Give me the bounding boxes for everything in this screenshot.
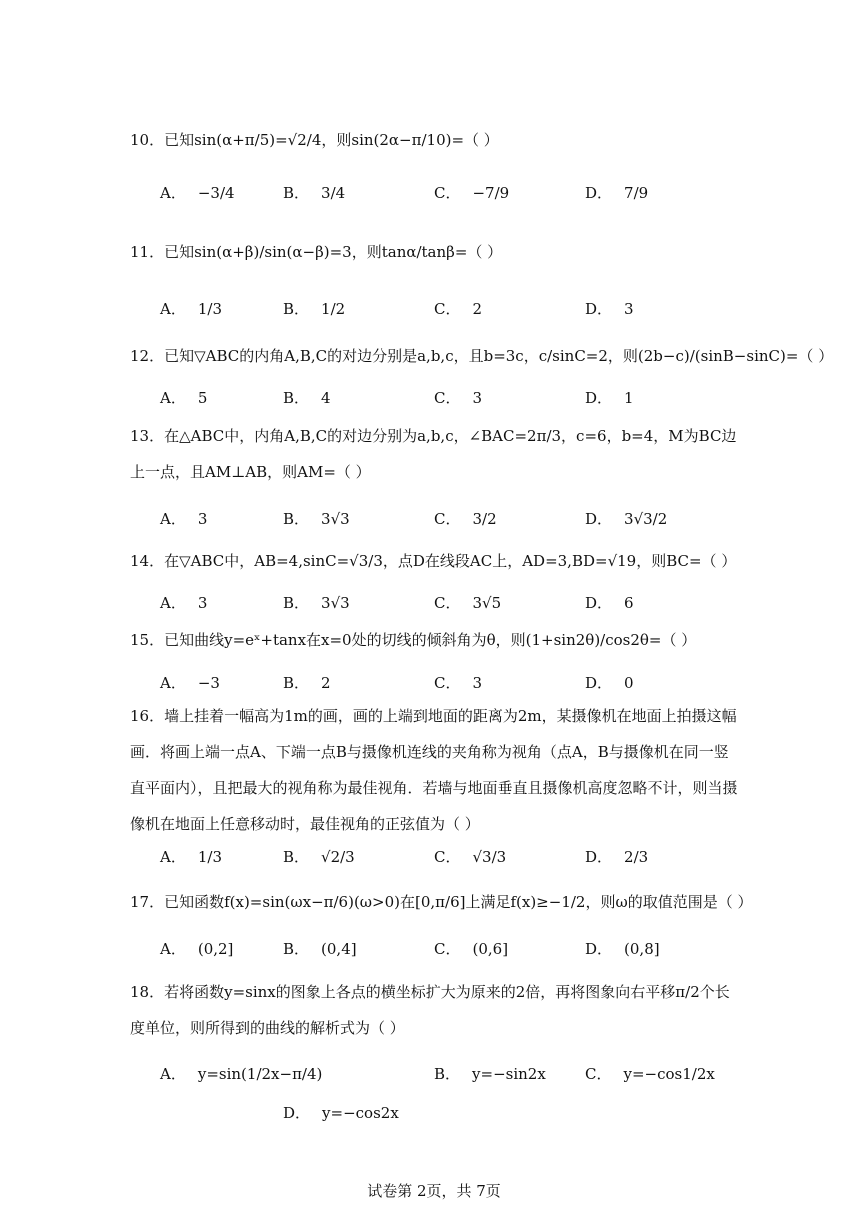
option-c[interactable]	[585, 1063, 715, 1084]
question-13	[130, 418, 740, 490]
option-letter: A．	[160, 848, 186, 866]
option-text: (0,2]	[197, 939, 234, 958]
option-letter: A．	[160, 389, 186, 407]
option-text: 2	[321, 673, 331, 692]
option-c[interactable]	[434, 592, 501, 613]
option-text: 3	[624, 299, 634, 318]
question-stem: 已知▽ABC的内角A,B,C的对边分别是a,b,c，且b=3c，c/sinC=2，则(2b−c)/(sinB−sinC)=（ ）	[164, 347, 834, 365]
option-letter: B．	[283, 510, 310, 528]
question-stem: 在▽ABC中，AB=4,sinC=√3/3，点D在线段AC上，AD=3,BD=√19，则BC=（ ）	[164, 552, 737, 570]
option-letter: A．	[160, 184, 186, 202]
option-text: y=−cos1/2x	[623, 1064, 715, 1083]
option-text: −3/4	[197, 183, 235, 202]
option-b[interactable]	[283, 938, 357, 959]
option-d[interactable]	[585, 387, 634, 408]
option-letter: A．	[160, 300, 186, 318]
option-letter: B．	[434, 1065, 461, 1083]
option-b[interactable]	[434, 1063, 546, 1084]
option-d[interactable]	[585, 182, 648, 203]
option-letter: B．	[283, 848, 310, 866]
option-text: 1/3	[197, 299, 222, 318]
option-letter: C．	[434, 510, 461, 528]
option-letter: B．	[283, 594, 310, 612]
option-letter: C．	[434, 300, 461, 318]
question-number: 13．	[130, 427, 165, 445]
option-c[interactable]	[434, 508, 497, 529]
option-letter: D．	[585, 848, 613, 866]
option-text: 3√3	[321, 509, 350, 528]
option-text: 0	[624, 673, 634, 692]
option-d[interactable]	[585, 846, 648, 867]
option-a[interactable]	[160, 1063, 322, 1084]
option-letter: B．	[283, 300, 310, 318]
option-b[interactable]	[283, 508, 350, 529]
option-c[interactable]	[434, 182, 509, 203]
option-a[interactable]	[160, 938, 233, 959]
question-18	[130, 974, 740, 1046]
option-d[interactable]	[585, 508, 667, 529]
question-stem: 已知曲线y=eˣ+tanx在x=0处的切线的倾斜角为θ，则(1+sin2θ)/cos2θ=（ ）	[164, 631, 697, 649]
option-text: 3	[472, 388, 483, 407]
question-17	[130, 882, 753, 922]
option-c[interactable]	[434, 846, 506, 867]
option-letter: B．	[283, 389, 310, 407]
option-text: 3	[197, 509, 208, 528]
option-text: 7/9	[624, 183, 649, 202]
option-text: −7/9	[472, 183, 510, 202]
question-stem: 墙上挂着一幅高为1m的画，画的上端到地面的距离为2m，某摄像机在地面上拍摄这幅画．将画上端一点A、下端一点B与摄像机连线的夹角称为视角（点A，B与摄像机在同一竖直平面内），且把最大的视角称为最佳视角．若墙与地面垂直且摄像机高度忽略不计，则当摄像机在地面上任意移动时，最佳视角的正弦值为（ ）	[130, 707, 738, 833]
option-text: 1/2	[321, 299, 346, 318]
option-b[interactable]	[283, 298, 345, 319]
option-letter: A．	[160, 1065, 186, 1083]
option-text: 4	[321, 388, 331, 407]
option-letter: D．	[585, 940, 613, 958]
option-text: y=−cos2x	[322, 1103, 399, 1122]
option-a[interactable]	[160, 592, 207, 613]
option-letter: C．	[434, 184, 461, 202]
option-letter: D．	[585, 674, 613, 692]
option-text: 3	[197, 593, 208, 612]
question-11	[130, 232, 750, 272]
option-c[interactable]	[434, 938, 508, 959]
option-letter: D．	[585, 184, 613, 202]
option-text: 1	[624, 388, 634, 407]
question-number: 11．	[130, 243, 165, 261]
option-d[interactable]	[585, 298, 634, 319]
option-letter: A．	[160, 510, 186, 528]
option-text: 3√3/2	[624, 509, 668, 528]
question-stem: 已知sin(α+β)/sin(α−β)=3，则tanα/tanβ=（ ）	[164, 243, 503, 261]
option-letter: D．	[585, 300, 613, 318]
question-number: 16．	[130, 707, 165, 725]
option-letter: A．	[160, 674, 186, 692]
question-stem: 已知sin(α+π/5)=√2/4，则sin(2α−π/10)=（ ）	[164, 131, 499, 149]
option-a[interactable]	[160, 387, 207, 408]
option-text: 3√3	[321, 593, 350, 612]
option-c[interactable]	[434, 298, 482, 319]
question-16	[130, 698, 740, 842]
question-stem: 若将函数y=sinx的图象上各点的横坐标扩大为原来的2倍，再将图象向右平移π/2个长度单位，则所得到的曲线的解析式为（ ）	[130, 983, 730, 1037]
option-b[interactable]	[283, 182, 345, 203]
option-letter: D．	[283, 1104, 311, 1122]
option-letter: B．	[283, 674, 310, 692]
option-a[interactable]	[160, 508, 207, 529]
question-10	[130, 120, 750, 160]
question-12	[130, 336, 834, 376]
option-b[interactable]	[283, 672, 331, 693]
question-number: 15．	[130, 631, 165, 649]
option-text: √3/3	[472, 847, 507, 866]
option-b[interactable]	[283, 592, 350, 613]
question-stem: 在△ABC中，内角A,B,C的对边分别为a,b,c，∠BAC=2π/3，c=6，b=4，M为BC边上一点，且AM⊥AB，则AM=（ ）	[130, 427, 737, 481]
option-text: 2	[472, 299, 483, 318]
option-text: y=−sin2x	[472, 1064, 546, 1083]
question-number: 12．	[130, 347, 165, 365]
option-c[interactable]	[434, 387, 482, 408]
option-d[interactable]	[585, 938, 660, 959]
option-a[interactable]	[160, 846, 222, 867]
option-a[interactable]	[160, 672, 220, 693]
option-d[interactable]	[283, 1102, 399, 1123]
option-b[interactable]	[283, 387, 331, 408]
option-text: 5	[197, 388, 208, 407]
option-b[interactable]	[283, 846, 355, 867]
option-letter: C．	[434, 940, 461, 958]
page-footer: 试卷第 2页，共 7页	[367, 1182, 501, 1200]
question-number: 18．	[130, 983, 165, 1001]
option-d[interactable]	[585, 672, 634, 693]
option-c[interactable]	[434, 672, 482, 693]
question-number: 17．	[130, 893, 165, 911]
question-number: 10．	[130, 131, 165, 149]
option-text: 6	[624, 593, 634, 612]
option-letter: D．	[585, 594, 613, 612]
option-text: (0,8]	[624, 939, 660, 958]
option-letter: C．	[434, 594, 461, 612]
question-stem: 已知函数f(x)=sin(ωx−π/6)(ω>0)在[0,π/6]上满足f(x)≥−1/2，则ω的取值范围是（ ）	[164, 893, 753, 911]
option-text: y=sin(1/2x−π/4)	[197, 1064, 323, 1083]
option-text: √2/3	[321, 847, 355, 866]
option-text: 3/4	[321, 183, 346, 202]
option-letter: C．	[434, 848, 461, 866]
option-letter: D．	[585, 389, 613, 407]
option-letter: A．	[160, 594, 186, 612]
question-15	[130, 620, 750, 660]
option-letter: C．	[434, 389, 461, 407]
option-letter: A．	[160, 940, 186, 958]
option-letter: C．	[585, 1065, 612, 1083]
option-text: 2/3	[624, 847, 649, 866]
question-number: 14．	[130, 552, 165, 570]
option-text: 3√5	[472, 593, 502, 612]
option-text: 3	[472, 673, 483, 692]
question-14	[130, 541, 750, 581]
option-letter: B．	[283, 184, 310, 202]
option-a[interactable]	[160, 182, 235, 203]
option-text: 3/2	[472, 509, 497, 528]
option-text: −3	[197, 673, 220, 692]
option-text: (0,6]	[472, 939, 509, 958]
option-text: (0,4]	[321, 939, 357, 958]
option-letter: B．	[283, 940, 310, 958]
option-letter: D．	[585, 510, 613, 528]
option-text: 1/3	[197, 847, 222, 866]
option-d[interactable]	[585, 592, 634, 613]
option-a[interactable]	[160, 298, 222, 319]
option-letter: C．	[434, 674, 461, 692]
